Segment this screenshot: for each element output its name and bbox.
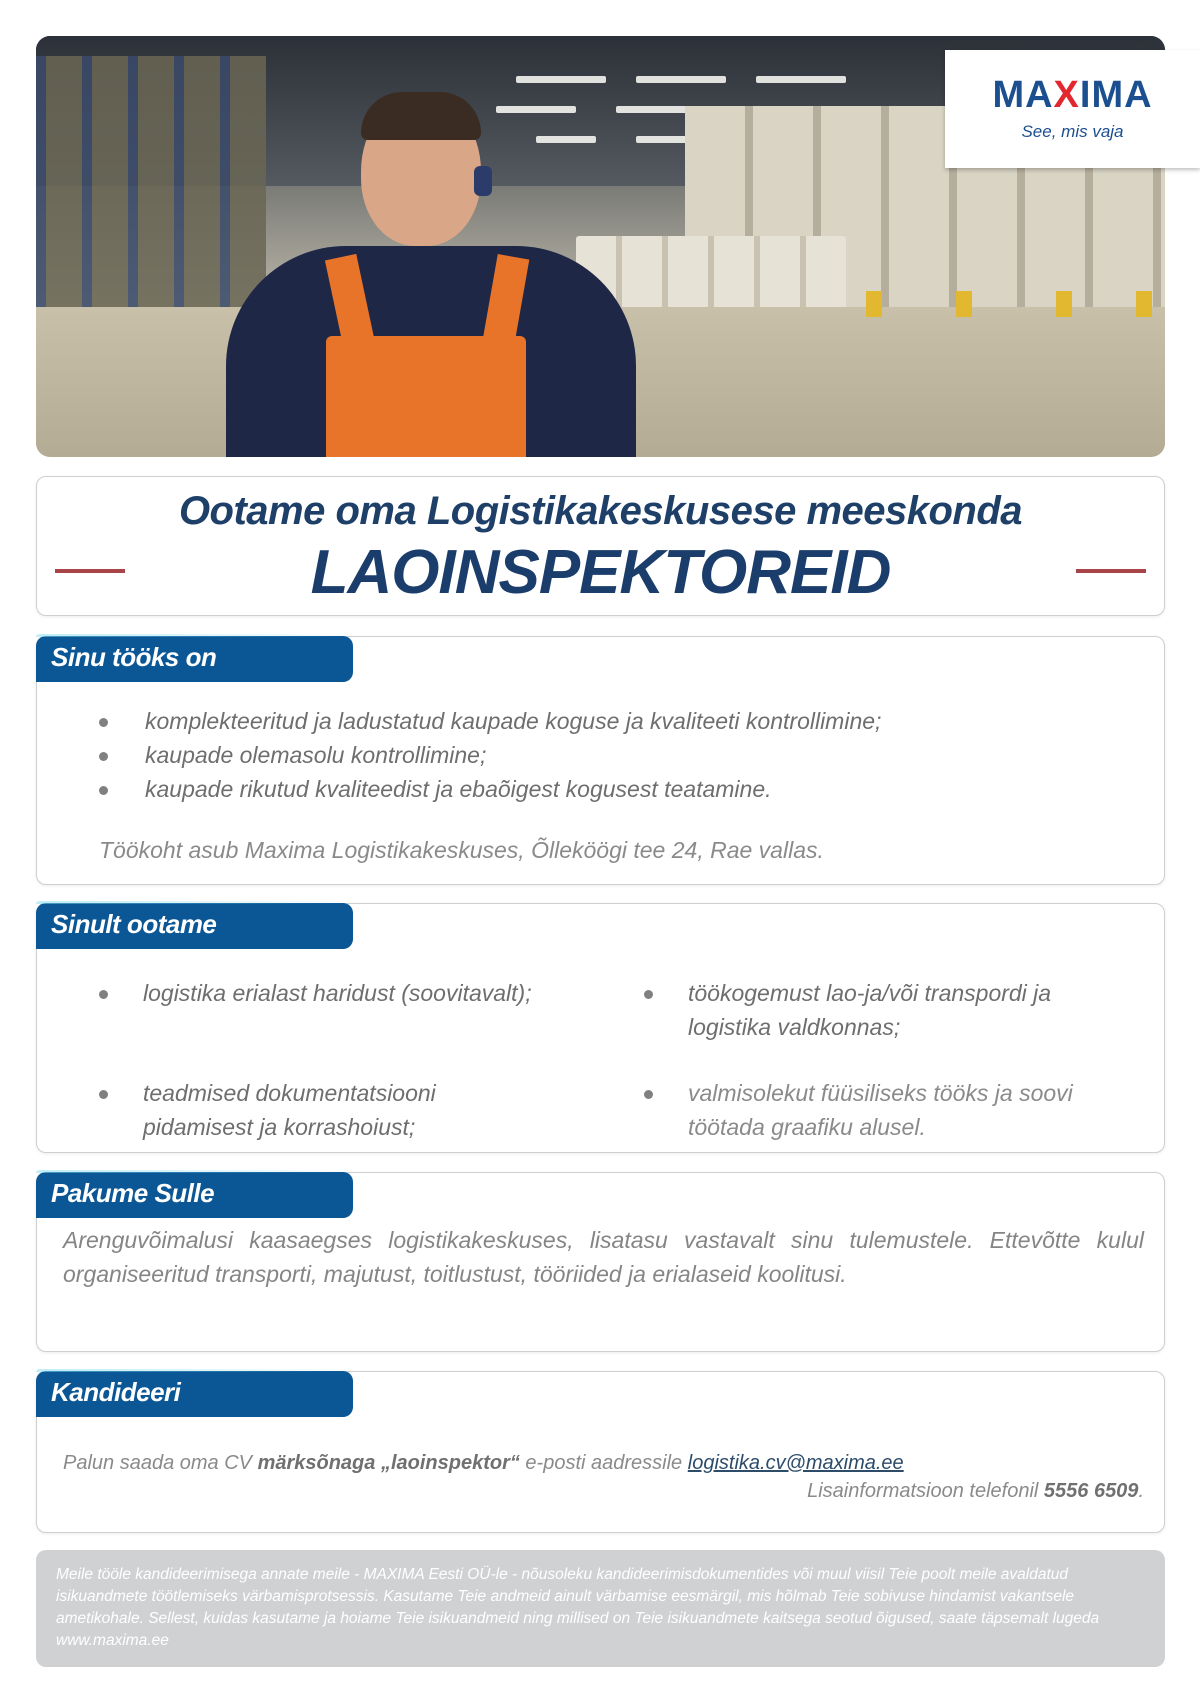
requirements-list-left — [97, 976, 557, 1144]
apply-instructions — [63, 1452, 904, 1475]
list-item-text: teadmised dokumentatsiooni pidamisest ja korrashoiust; — [143, 1080, 436, 1140]
section-header-apply: Kandideeri — [36, 1371, 353, 1417]
list-item-text: valmisolekut füüsiliseks tööks ja soovi töötada graafiku alusel. — [688, 1080, 1073, 1140]
headline-subtitle: Ootame oma Logistikakeskusese meeskonda — [178, 489, 1023, 533]
list-item-text: logistika erialast haridust (soovitavalt); — [143, 980, 532, 1006]
offer-section — [36, 1172, 1165, 1352]
apply-section — [36, 1371, 1165, 1533]
section-header-offer: Pakume Sulle — [36, 1172, 353, 1218]
logo-x-mark: X — [1053, 74, 1080, 116]
list-item-text: kaupade olemasolu kontrollimine; — [145, 742, 487, 768]
headset-icon — [474, 166, 492, 196]
bullet-icon — [644, 1090, 653, 1099]
requirements-section — [36, 903, 1165, 1153]
dock-bumper — [956, 291, 972, 317]
requirements-list-right — [642, 976, 1142, 1144]
logo-tagline: See, mis vaja — [1021, 122, 1124, 141]
list-item — [642, 1076, 1142, 1144]
phone-suffix: . — [1138, 1480, 1144, 1502]
dock-bumper — [1136, 291, 1152, 317]
list-item-text: kaupade rikutud kvaliteedist ja ebaõigest kogusest teatamine. — [145, 776, 772, 802]
maxima-logo — [945, 50, 1200, 168]
logo-text-pre: MA — [992, 74, 1054, 116]
ceiling-light — [756, 76, 846, 83]
bullet-icon — [99, 1090, 108, 1099]
orange-overalls — [326, 336, 526, 457]
phone-info — [807, 1480, 1144, 1503]
list-item-text: töökogemust lao-ja/või transpordi ja logistika valdkonnas; — [688, 980, 1052, 1040]
section-header-requirements: Sinult ootame — [36, 903, 353, 949]
bullet-icon — [644, 990, 653, 999]
list-item — [642, 976, 1142, 1076]
bullet-icon — [99, 990, 108, 999]
phone-number: 5556 6509 — [1043, 1480, 1139, 1502]
dock-bumper — [866, 291, 882, 317]
worker-figure — [226, 76, 646, 457]
bullet-icon — [99, 752, 108, 761]
duties-list — [97, 704, 881, 806]
list-item-text: komplekteeritud ja ladustatud kaupade koguse ja kvaliteeti kontrollimine; — [145, 708, 882, 734]
list-item — [97, 976, 557, 1076]
email-link[interactable]: logistika.cv@maxima.ee — [687, 1452, 904, 1474]
apply-text: e-posti aadressile — [519, 1452, 688, 1474]
list-item — [97, 772, 881, 806]
bullet-icon — [99, 786, 108, 795]
apply-keyword: märksõnaga „laoinspektor“ — [257, 1452, 520, 1474]
worker-hair — [361, 92, 481, 140]
list-item — [97, 1076, 557, 1144]
dock-bumper — [1056, 291, 1072, 317]
ceiling-light — [636, 76, 726, 83]
list-item — [97, 704, 881, 738]
apply-text: Palun saada oma CV — [63, 1452, 258, 1474]
list-item — [97, 738, 881, 772]
offer-text: Arenguvõimalusi kaasaegses logistikakeskuses, lisatasu vastavalt sinu tulemustele. Ettevõtte kulul organiseeritud transporti, majutust, toitlustust, tööriided ja erialaseid koolitusi. — [63, 1227, 1144, 1287]
duties-section — [36, 636, 1165, 885]
decorative-dash — [1076, 569, 1146, 573]
job-title: LAOINSPEKTOREID — [310, 538, 891, 607]
privacy-disclaimer: Meile tööle kandideerimisega annate meile - MAXIMA Eesti OÜ-le - nõusoleku kandideerimisdokumentides või muul viisil Teie poolt meile avaldatud isikuandmete töötlemiseks värbamisprotsessis. Kasutame Teie andmeid ainult värbamise eesmärgil, mis hõlmab Teie sobivuse hindamist vakantsele ametikohale. Sellest, kuidas kasutame ja hoiame Teie isikuandmeid ning millised on Teie isikuandmete kaitsega seotud õigused, saate täpsemalt lugeda www.maxima.ee — [36, 1550, 1165, 1667]
headline-card — [36, 476, 1165, 616]
logo-wordmark — [992, 76, 1152, 114]
bullet-icon — [99, 718, 108, 727]
phone-label: Lisainformatsioon telefonil — [807, 1480, 1044, 1502]
job-location: Töökoht asub Maxima Logistikakeskuses, Õlleköögi tee 24, Rae vallas. — [99, 837, 824, 863]
logo-text-post: IMA — [1079, 74, 1153, 116]
section-header-duties: Sinu tööks on — [36, 636, 353, 682]
